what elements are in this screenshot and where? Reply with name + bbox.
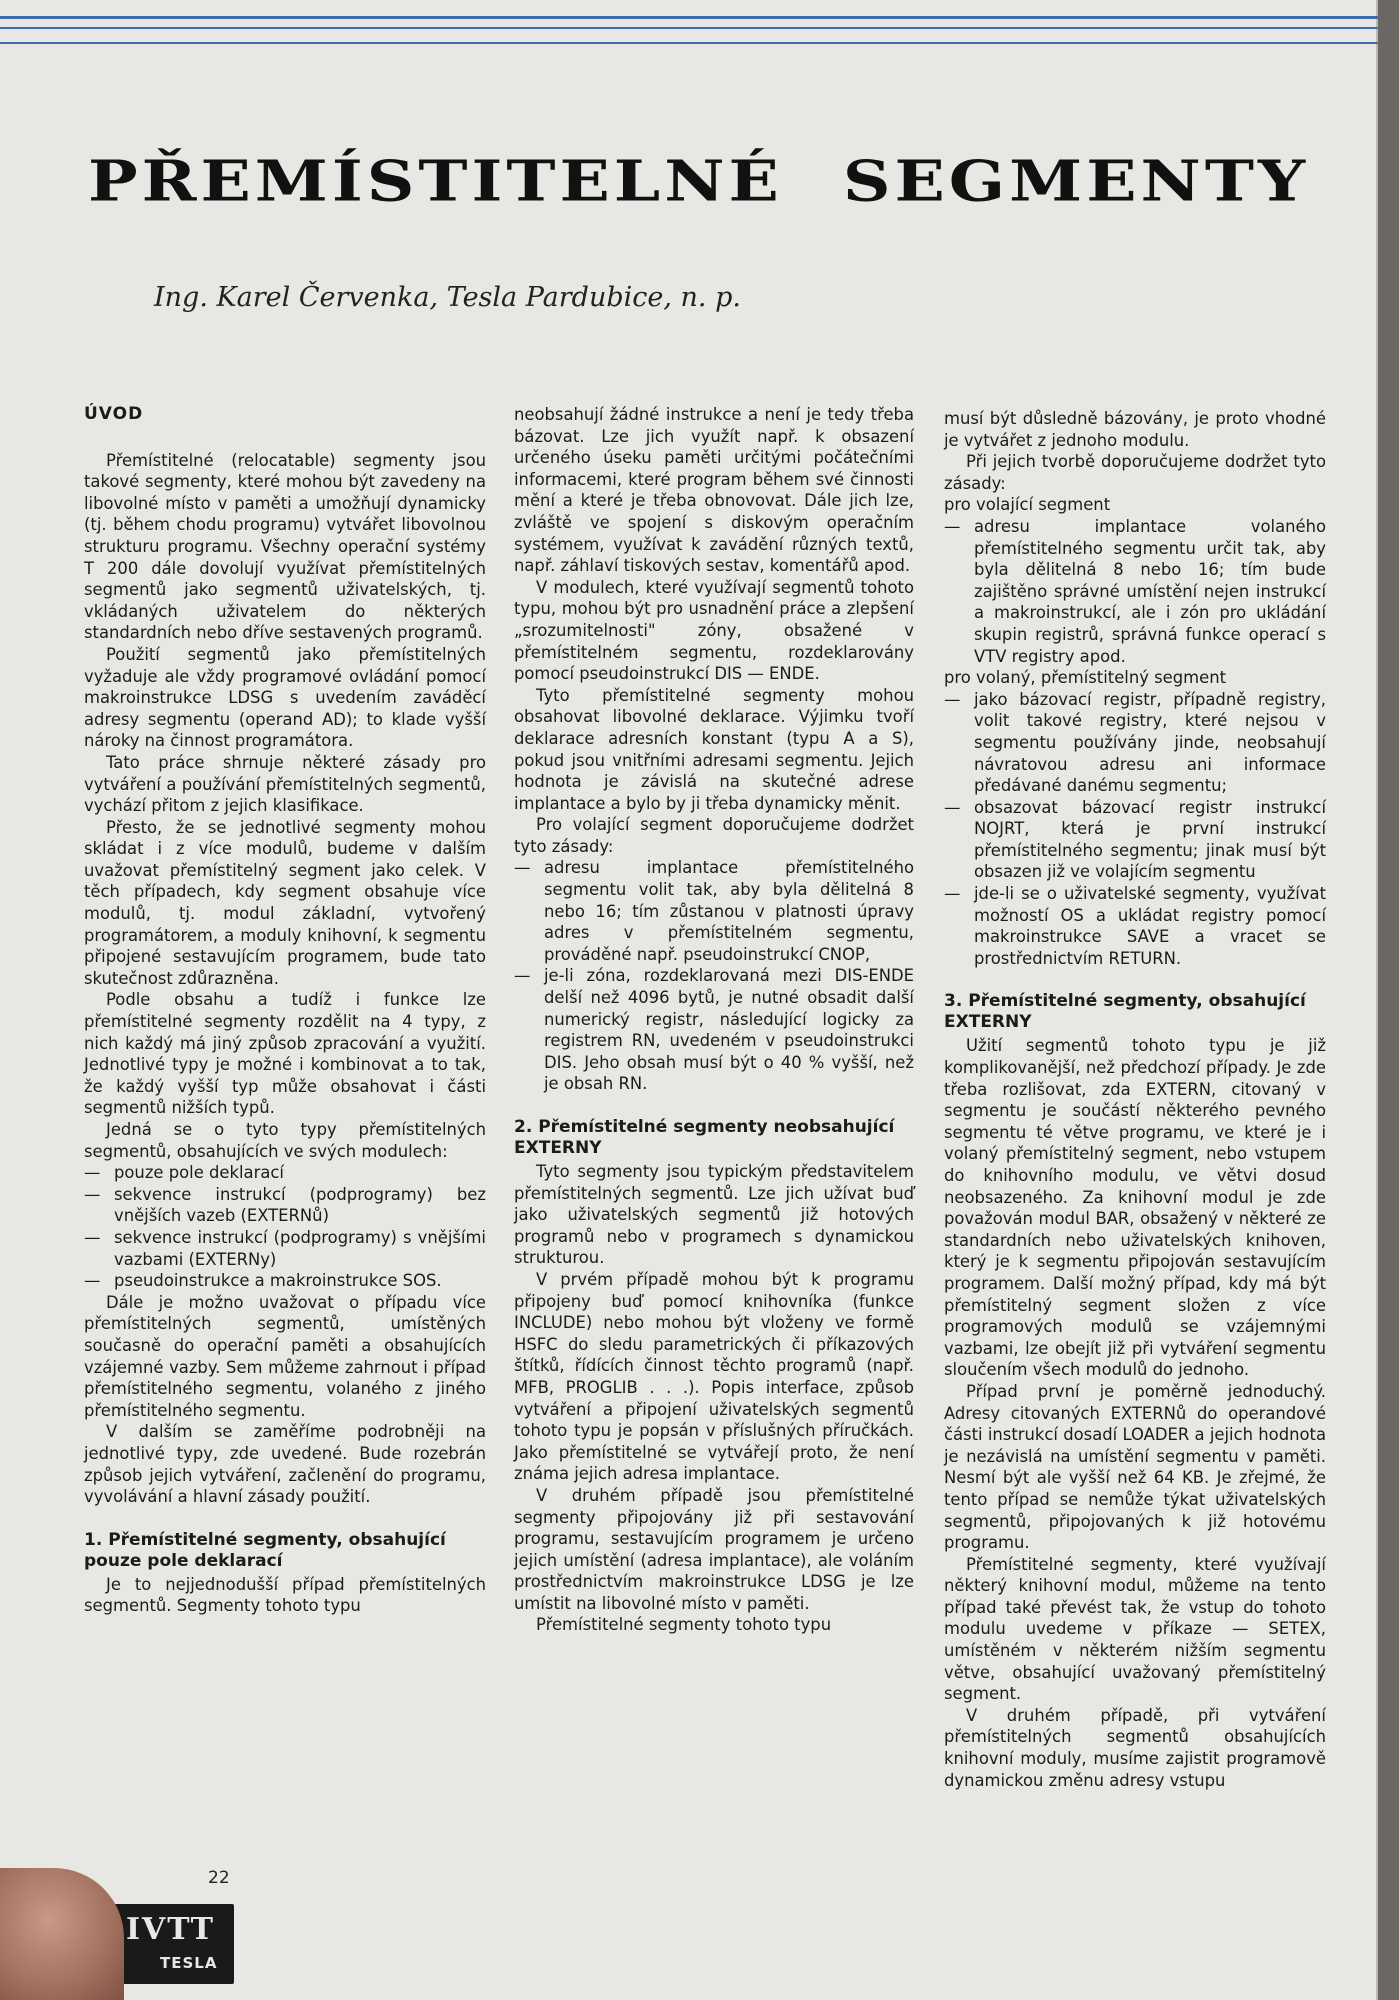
article-title xyxy=(88,148,1338,214)
header-rule xyxy=(0,16,1378,19)
list-item: — jako bázovací registr, případně registry, volit takové registry, které nejsou v segmentu používány jinde, neobsahují návratovou adresu ani informace předávané danému segmentu; xyxy=(944,689,1326,797)
section-heading: 2. Přemístitelné segmenty neobsahující EXTERNY xyxy=(514,1117,895,1158)
logo-text-top: IVTT xyxy=(126,1912,215,1947)
subheading: pro volaný, přemístitelný segment xyxy=(944,668,1227,688)
list-item: — jde-li se o uživatelské segmenty, využívat možností OS a ukládat registry pomocí makroinstrukce SAVE a vracet se prostřednictvím RETURN. xyxy=(944,883,1326,969)
paragraph: Přemístitelné segmenty tohoto typu xyxy=(536,1615,832,1635)
paragraph: Tato práce shrnuje některé zásady pro vytváření a používání přemístitelných segmentů, vychází přitom z jejich klasifikace. xyxy=(84,752,486,816)
list-item: — sekvence instrukcí (podprogramy) s vnějšími vazbami (EXTERNy) xyxy=(84,1227,486,1270)
paragraph: Přemístitelné (relocatable) segmenty jsou takové segmenty, které mohou být zavedeny na libovolné místo v paměti a umožňují dynamicky (tj. během chodu programu) vytvářet libovolnou strukturu programu. Všechny operační systémy T 200 dále dovolují využívat přemístitelných segmentů jako segmentů uživatelských, tj. vkládaných uživatelem do některých standardních nebo dříve sestavených programů. xyxy=(84,450,486,643)
text-column-2 xyxy=(514,404,914,1636)
rules-list xyxy=(944,516,1326,667)
subheading: pro volající segment xyxy=(944,495,1111,515)
paragraph: Jedná se o tyto typy přemístitelných segmentů, obsahujících ve svých modulech: xyxy=(84,1120,486,1161)
paragraph: musí být důsledně bázovány, je proto vhodné je vytvářet z jednoho modulu. xyxy=(944,409,1326,450)
paragraph: Užití segmentů tohoto typu je již komplikovanější, než předchozí případy. Je zde třeba rozlišovat, zda EXTERN, citovaný v segmentu je součástí některého pevného segmentu té větve programu, ve které je i volaný přemístitelný segment, nebo vstupem do knihovního modulu, ve větvi dosud neobsazeného. Za knihovní modul je zde považován modul BAR, obsažený v některé ze standardních nebo uživatelských knihoven, který je k segmentu připojován sestavujícím programem. Další možný případ, kdy má být přemístitelný segment složen z více programových modulů se vzájemnými vazbami, lze obejít již při vytváření segmentu sloučením všech modulů do jednoho. xyxy=(944,1036,1326,1380)
list-item: — obsazovat bázovací registr instrukcí NOJRT, která je první instrukcí přemístitelného segmentu; jinak musí být obsazen již ve volajícím segmentu xyxy=(944,797,1326,883)
rules-list xyxy=(944,689,1326,970)
paragraph: Pro volající segment doporučujeme dodržet tyto zásady: xyxy=(514,815,914,856)
paragraph: Je to nejjednodušší případ přemístitelných segmentů. Segmenty tohoto typu xyxy=(84,1574,486,1616)
paragraph: Tyto přemístitelné segmenty mohou obsahovat libovolné deklarace. Výjimku tvoří deklarace adresních konstant (typu A a S), pokud jsou vnitřními adresami segmentu. Jejich hodnota je závislá na skutečné adrese implantace a bylo by ji třeba dynamicky měnit. xyxy=(514,685,914,813)
publisher-logo xyxy=(108,1904,234,1984)
section-heading: 1. Přemístitelné segmenty, obsahující pouze pole deklarací xyxy=(84,1529,446,1571)
paragraph: Případ první je poměrně jednoduchý. Adresy citovaných EXTERNů do operandové části instrukcí dosadí LOADER a jejich hodnota je nezávislá na umístění segmentu v paměti. Nesmí být ale vyšší než 64 KB. Je zřejmé, že tento případ se nemůže týkat uživatelských segmentů, připojovaných k již hotovému programu. xyxy=(944,1381,1326,1553)
paragraph: V prvém případě mohou být k programu připojeny buď pomocí knihovníka (funkce INCLUDE) nebo mohou být vloženy ve formě HSFC do sledu parametrických či příkazových štítků, řídících činnost těchto programů (např. MFB, PROGLIB . . .). Popis interface, způsob vytváření a připojení uživatelských segmentů tohoto typu je popsán v příslušných příručkách. Jako přemístitelné se vytvářejí proto, že není známa jejich adresa implantace. xyxy=(514,1269,914,1484)
title-part-1: PŘEMÍSTITELNÉ xyxy=(88,148,783,215)
paragraph: Přesto, že se jednotlivé segmenty mohou skládat i z více modulů, budeme v dalším uvažovat přemístitelný segment jako celek. V těch případech, kdy segment obsahuje více modulů, tj. modul základní, vytvořený programátorem, a moduly knihovní, k segmentu připojené sestavujícím programem, bude tato skutečnost zdůrazněna. xyxy=(84,817,486,988)
paragraph: Dále je možno uvažovat o případu více přemístitelných segmentů, umístěných současně do operační paměti a obsahujících vzájemné vazby. Sem můžeme zahrnout i případ přemístitelného segmentu, volaného z jiného přemístitelného segmentu. xyxy=(84,1292,486,1420)
section-heading: 3. Přemístitelné segmenty, obsahující EXTERNY xyxy=(944,991,1306,1033)
paragraph: V druhém případě, při vytváření přemístitelných segmentů obsahujících knihovní moduly, musíme zajistit programově dynamickou změnu adresy vstupu xyxy=(944,1705,1326,1790)
logo-text-bottom: TESLA xyxy=(160,1954,218,1972)
paragraph: Podle obsahu a tudíž i funkce lze přemístitelné segmenty rozdělit na 4 typy, z nich každý má jiný způsob zpracování a využití. Jednotlivé typy je možné i kombinovat a to tak, že každý vyšší typ může obsahovat i části segmentů nižších typů. xyxy=(84,990,486,1118)
paragraph: Při jejich tvorbě doporučujeme dodržet tyto zásady: xyxy=(944,452,1326,493)
list-item: — pouze pole deklarací xyxy=(84,1162,486,1184)
text-column-1 xyxy=(84,404,486,1617)
list-item: — adresu implantace přemístitelného segmentu volit tak, aby byla dělitelná 8 nebo 16; tím zůstanou v platnosti úpravy adres v přemístitelném segmentu, prováděné např. pseudoinstrukcí CNOP, xyxy=(514,857,914,965)
list-item: — je-li zóna, rozdeklarovaná mezi DIS-ENDE delší než 4096 bytů, je nutné obsadit další numerický registr, následující logicky za registrem RN, uvedeném v pseudoinstrukci DIS. Jeho obsah musí být o 40 % vyšší, než je obsah RN. xyxy=(514,965,914,1095)
list-item: — adresu implantace volaného přemístitelného segmentu určit tak, aby byla dělitelná 8 nebo 16; tím bude zajištěno správné umístění nejen instrukcí a makroinstrukcí, ale i zón pro ukládání skupin registrů, správná funkce operací s VTV registry apod. xyxy=(944,516,1326,667)
paragraph: Přemístitelné segmenty, které využívají některý knihovní modul, můžeme na tento případ také převést tak, že vstup do tohoto modulu uvedeme v příkaze — SETEX, umístěném v některém nižším segmentu větve, obsahující uvažovaný přemístitelný segment. xyxy=(944,1554,1326,1704)
rules-list xyxy=(514,857,914,1095)
list-item: — pseudoinstrukce a makroinstrukce SOS. xyxy=(84,1270,486,1292)
thumb-photo xyxy=(0,1868,124,2000)
paragraph: neobsahují žádné instrukce a není je tedy třeba bázovat. Lze jich využít např. k obsazení určeného úseku paměti určitými počátečními informacemi, které program během své činnosti mění a které je třeba obnovovat. Dále jich lze, zvláště ve spojení s diskovým operačním systémem, využívat k zavádění různých textů, např. záhlaví tiskových sestav, komentářů apod. xyxy=(514,405,914,576)
header-rule xyxy=(0,27,1378,29)
header-rule xyxy=(0,42,1378,44)
list-item: — sekvence instrukcí (podprogramy) bez vnějších vazeb (EXTERNů) xyxy=(84,1184,486,1227)
paragraph: V modulech, které využívají segmentů tohoto typu, mohou být pro usnadnění práce a zlepšení „srozumitelnosti" zóny, obsažené v přemístitelném segmentu, rozdeklarovány pomocí pseudoinstrukcí DIS — ENDE. xyxy=(514,577,914,684)
text-column-3 xyxy=(944,408,1326,1791)
byline: Ing. Karel Červenka, Tesla Pardubice, n. p. xyxy=(154,282,741,313)
page-number: 22 xyxy=(208,1868,230,1888)
section-heading: ÚVOD xyxy=(84,404,144,424)
type-list xyxy=(84,1162,486,1292)
title-part-2: SEGMENTY xyxy=(842,148,1310,215)
paragraph: V dalším se zaměříme podrobněji na jednotlivé typy, zde uvedené. Bude rozebrán způsob jejich vytváření, začlenění do programu, vyvolávání a hlavní zásady použití. xyxy=(84,1422,486,1507)
paragraph: V druhém případě jsou přemístitelné segmenty připojovány již při sestavování programu, sestavujícím programem je určeno jejich umístění (adresa implantace), ale voláním prostřednictvím makroinstrukce LDSG je lze umístit na libovolné místo v paměti. xyxy=(514,1485,914,1613)
paragraph: Tyto segmenty jsou typickým představitelem přemístitelných segmentů. Lze jich užívat buď jako uživatelských segmentů již hotových programů nebo v programech s dynamickou strukturou. xyxy=(514,1162,914,1268)
paragraph: Použití segmentů jako přemístitelných vyžaduje ale vždy programové ovládání pomocí makroinstrukce LDSG s uvedením zaváděcí adresy segmentu (operand AD); to klade vyšší nároky na činnost programátora. xyxy=(84,644,486,751)
